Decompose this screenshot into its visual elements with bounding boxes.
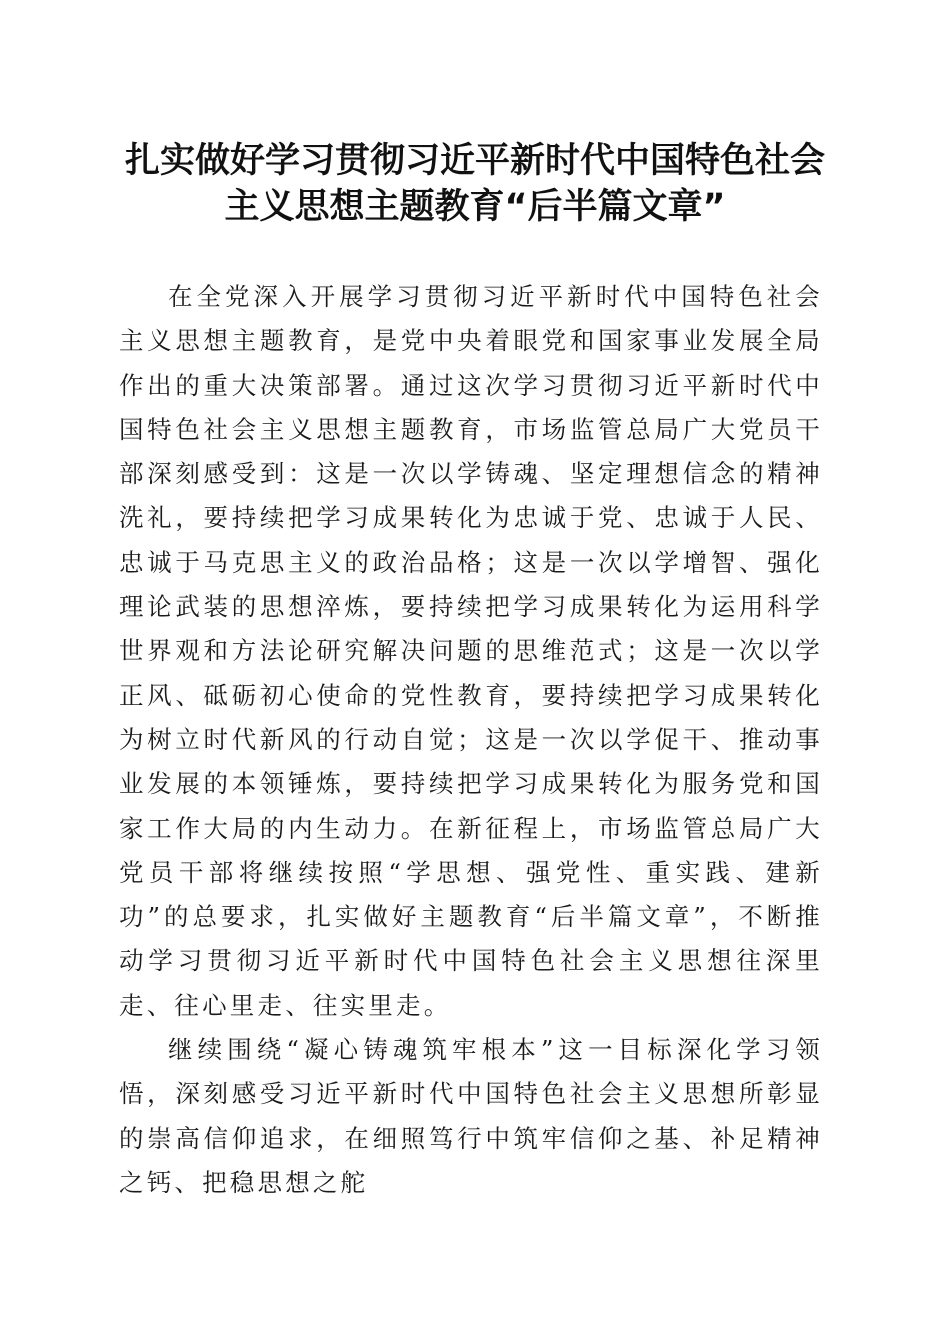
document-title	[100, 138, 850, 230]
title-line-1: 扎实做好学习贯彻习近平新时代中国特色社会	[124, 141, 825, 181]
title-line-2: 主义思想主题教育“后半篇文章”	[224, 187, 726, 227]
paragraph-2: 继续围绕“凝心铸魂筑牢根本”这一目标深化学习领悟，深刻感受习近平新时代中国特色社会主义思想所彰显的崇高信仰追求，在细照笃行中筑牢信仰之基、补足精神之钙、把稳思想之舵	[119, 1035, 823, 1197]
paragraph-1: 在全党深入开展学习贯彻习近平新时代中国特色社会主义思想主题教育，是党中央着眼党和国家事业发展全局作出的重大决策部署。通过这次学习贯彻习近平新时代中国特色社会主义思想主题教育，市场监管总局广大党员干部深刻感受到：这是一次以学铸魂、坚定理想信念的精神洗礼，要持续把学习成果转化为忠诚于党、忠诚于人民、忠诚于马克思主义的政治品格；这是一次以学增智、强化理论武装的思想淬炼，要持续把学习成果转化为运用科学世界观和方法论研究解决问题的思维范式；这是一次以学正风、砥砺初心使命的党性教育，要持续把学习成果转化为树立时代新风的行动自觉；这是一次以学促干、推动事业发展的本领锤炼，要持续把学习成果转化为服务党和国家工作大局的内生动力。在新征程上，市场监管总局广大党员干部将继续按照“学思想、强党性、重实践、建新功”的总要求，扎实做好主题教育“后半篇文章”，不断推动学习贯彻习近平新时代中国特色社会主义思想往深里走、往心里走、往实里走。	[119, 282, 823, 1020]
document-body	[119, 275, 823, 1205]
